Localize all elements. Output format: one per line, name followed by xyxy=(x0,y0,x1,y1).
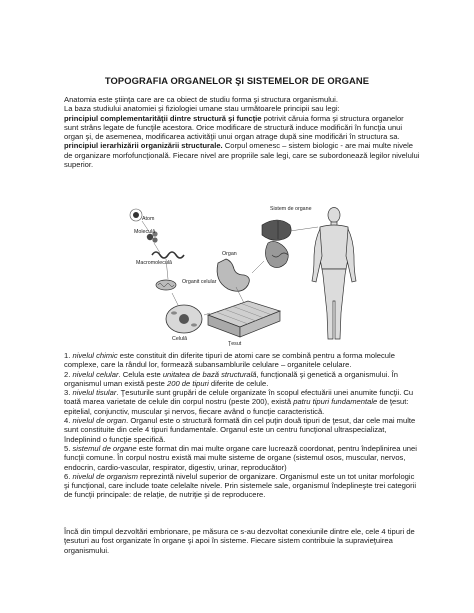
level-item xyxy=(64,351,420,370)
stomach-organ-illustration xyxy=(217,259,249,291)
level-number: 6. xyxy=(64,471,71,481)
levels-section xyxy=(64,351,420,500)
digestive-system-illustration xyxy=(262,220,291,268)
intro-section xyxy=(64,95,420,169)
level-term: sistemul de organe xyxy=(72,443,137,453)
level-text: este constituit din diferite tipuri de atomi care se combină pentru a forma molecule complexe, care la rândul lor, formează subansamblurile celulare – organitele celulare. xyxy=(64,351,395,370)
principle-1-title: principiul complementarităţii dintre structură şi funcţie xyxy=(64,113,262,123)
level-text: . Ţesuturile sunt grupări de celule organizate în scopul efectuării unei anumite funcţii. Cu toată marea varietate de celule din corpul nostru (peste 200), există xyxy=(64,388,414,407)
level-number: 2. xyxy=(64,369,71,379)
level-number: 5. xyxy=(64,443,71,453)
tissue-illustration xyxy=(208,301,280,337)
level-text: . Celula este xyxy=(118,369,163,379)
label-atom: Atom xyxy=(142,216,155,222)
label-celula: Celulă xyxy=(172,336,188,342)
level-text: reprezintă nivelul superior de organizare. Organismul este un tot unitar morfologic şi funcţional, care include toate celelalte nivele. Prin sistemele sale, organismul îndeplineşte trei categorii de funcţii principale: de relaţie, de nutriţie şi de reproducere. xyxy=(64,471,417,500)
level-number: 3. xyxy=(64,388,71,398)
principle-2 xyxy=(64,141,420,169)
label-tesut: Ţesut xyxy=(228,341,242,347)
organization-levels-figure xyxy=(112,203,374,347)
level-item xyxy=(64,444,420,472)
level-item xyxy=(64,388,420,416)
level-emphasis: unitatea de bază structurală xyxy=(162,369,257,379)
document-title: TOPOGRAFIA ORGANELOR ŞI SISTEMELOR DE ORGANE xyxy=(104,75,370,86)
principle-1 xyxy=(64,114,420,142)
level-text: este format din mai multe organe care lucrează coordonat, pentru îndeplinirea unei funcţii comune. În corpul nostru există mai multe sisteme de organe (sistemul osos, muscular, nervos, endocrin, cardio-vascular, respirator, digestiv, urinar, reproducător) xyxy=(64,443,417,472)
atom-illustration xyxy=(130,209,142,221)
principle-1-text: potrivit căruia forma şi structura organelor sunt strâns legate de funcţile acestora. Orice modificare de structură induce modificări în funcţia unui organ şi, de asemenea, modificarea activităţii unui organ atrage după sine modificări în structura sa. xyxy=(64,113,404,142)
level-number: 4. xyxy=(64,416,71,426)
level-text: , funcţională şi genetică a organismului. În organismul uman există peste xyxy=(64,369,398,388)
level-text: diferite de celule. xyxy=(208,378,269,388)
label-molecula: Moleculă xyxy=(134,229,156,235)
level-term: nivelul celular xyxy=(72,369,119,379)
level-term: nivelul chimic xyxy=(72,351,118,360)
level-number: 1. xyxy=(64,351,71,360)
level-text: de ţesut: epitelial, conjunctiv, muscular şi nervos, fiecare având o funcţie caracteristică. xyxy=(64,397,409,416)
organelle-illustration xyxy=(156,280,176,290)
principle-2-text: Corpul omenesc – sistem biologic - are mai multe nivele de organizare morfofuncţională. Fiecare nivel are propriile sale legi, care se subordonează legilor nivelului superior. xyxy=(64,141,420,170)
level-text: . Organul este o structură formată din cel puţin două tipuri de ţesut, dar cele mai multe sunt constituite din cele 4 tipuri fundamentale. Organul este un centru funcţional ultraspecializat, îndeplinind o funcţie specifică. xyxy=(64,416,416,444)
closing-paragraph: Încă din timpul dezvoltări embrionare, pe măsura ce s-au dezvoltat conexiunile dintre ele, cele 4 tipuri de ţesuturi au fost organizate în organe şi apoi în sisteme. Fiecare sistem contribuie la supravieţuirea organismului. xyxy=(64,527,415,555)
human-body-illustration xyxy=(312,208,356,340)
macromolecule-illustration xyxy=(152,252,184,258)
label-macromolecula: Macromoleculă xyxy=(136,260,172,266)
level-term: nivelul de organ xyxy=(72,416,127,426)
label-organit: Organit celular xyxy=(182,279,217,285)
level-emphasis: patru tipuri fundamentale xyxy=(293,397,378,407)
label-sistem: Sistem de organe xyxy=(270,206,312,212)
level-term: nivelul tisular xyxy=(72,388,117,398)
level-item xyxy=(64,416,420,444)
cell-illustration xyxy=(166,305,202,333)
level-term: nivelul de organism xyxy=(72,471,138,481)
intro-line-1: Anatomia este ştiinţa care are ca obiect de studiu forma şi structura organismului. xyxy=(64,95,338,104)
principle-2-title: principiul ierarhizării organizării structurale. xyxy=(64,141,223,151)
level-item xyxy=(64,370,420,389)
label-organ: Organ xyxy=(222,251,237,257)
level-item xyxy=(64,472,420,500)
intro-line-2: La baza studiului anatomiei şi fiziologiei umane stau următoarele principii sau legi: xyxy=(64,104,340,114)
level-emphasis: 200 de tipuri xyxy=(167,378,209,388)
